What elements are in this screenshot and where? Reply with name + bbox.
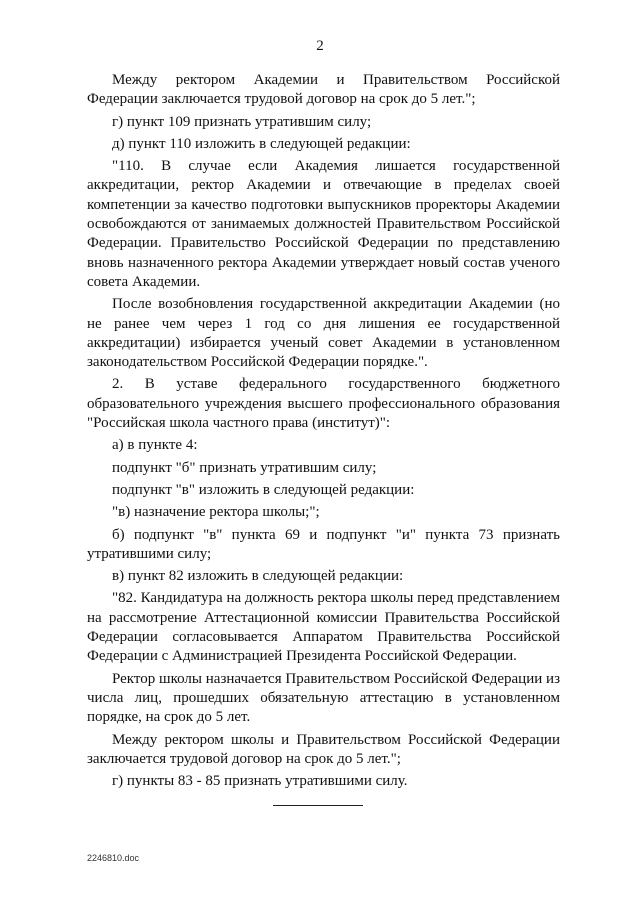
footer-file-code: 2246810.doc [87, 853, 140, 863]
paragraph: "в) назначение ректора школы;"; [112, 504, 320, 521]
paragraph: "110. В случае если Академия лишается государственной аккредитации, ректор Академии и отвечающие в пределах своей компетенции за качество подготовки выпускников проректоры Академии освобождаются от занимаемых должностей Правительством Российской Федерации. Правительство Российской Федерации по представлению вновь назначенного ректора Академии утверждает новый состав ученого совета Академии. [87, 158, 560, 290]
paragraph: подпункт "в" изложить в следующей редакции: [112, 481, 415, 498]
paragraph: "82. Кандидатура на должность ректора школы перед представлением на рассмотрение Аттестационной комиссии Правительства Российской Федерации согласовывается Аппаратом Правительства Российской Федерации с Администрацией Президента Российской Федерации. [87, 590, 561, 665]
paragraph: д) пункт 110 изложить в следующей редакции: [112, 135, 411, 152]
paragraph: г) пункты 83 - 85 признать утратившими силу. [112, 773, 408, 790]
paragraph: б) подпункт "в" пункта 69 и подпункт "и" пункта 73 признать утратившими силу; [87, 526, 560, 562]
paragraph: После возобновления государственной аккредитации Академии (но не ранее чем через 1 год со дня лишения ее государственной аккредитации) избирается ученый совет Академии в установленном законодательством Российской Федерации порядке.". [87, 296, 560, 371]
page-number: 2 [316, 38, 324, 54]
paragraph: Между ректором Академии и Правительством Российской Федерации заключается трудовой договор на срок до 5 лет."; [87, 72, 560, 108]
paragraph: Между ректором школы и Правительством Российской Федерации заключается трудовой договор на срок до 5 лет."; [87, 731, 560, 767]
closing-rule [273, 805, 363, 806]
document-body [87, 71, 560, 794]
paragraph: а) в пункте 4: [112, 437, 198, 454]
paragraph: подпункт "б" признать утратившим силу; [112, 459, 377, 476]
paragraph: Ректор школы назначается Правительством Российской Федерации из числа лиц, прошедших обязательную аттестацию в установленном порядке, на срок до 5 лет. [87, 670, 560, 726]
paragraph: в) пункт 82 изложить в следующей редакции: [112, 568, 404, 585]
paragraph: 2. В уставе федерального государственного бюджетного образовательного учреждения высшего профессионального образования "Российская школа частного права (институт)": [87, 376, 560, 432]
paragraph: г) пункт 109 признать утратившим силу; [112, 113, 372, 130]
